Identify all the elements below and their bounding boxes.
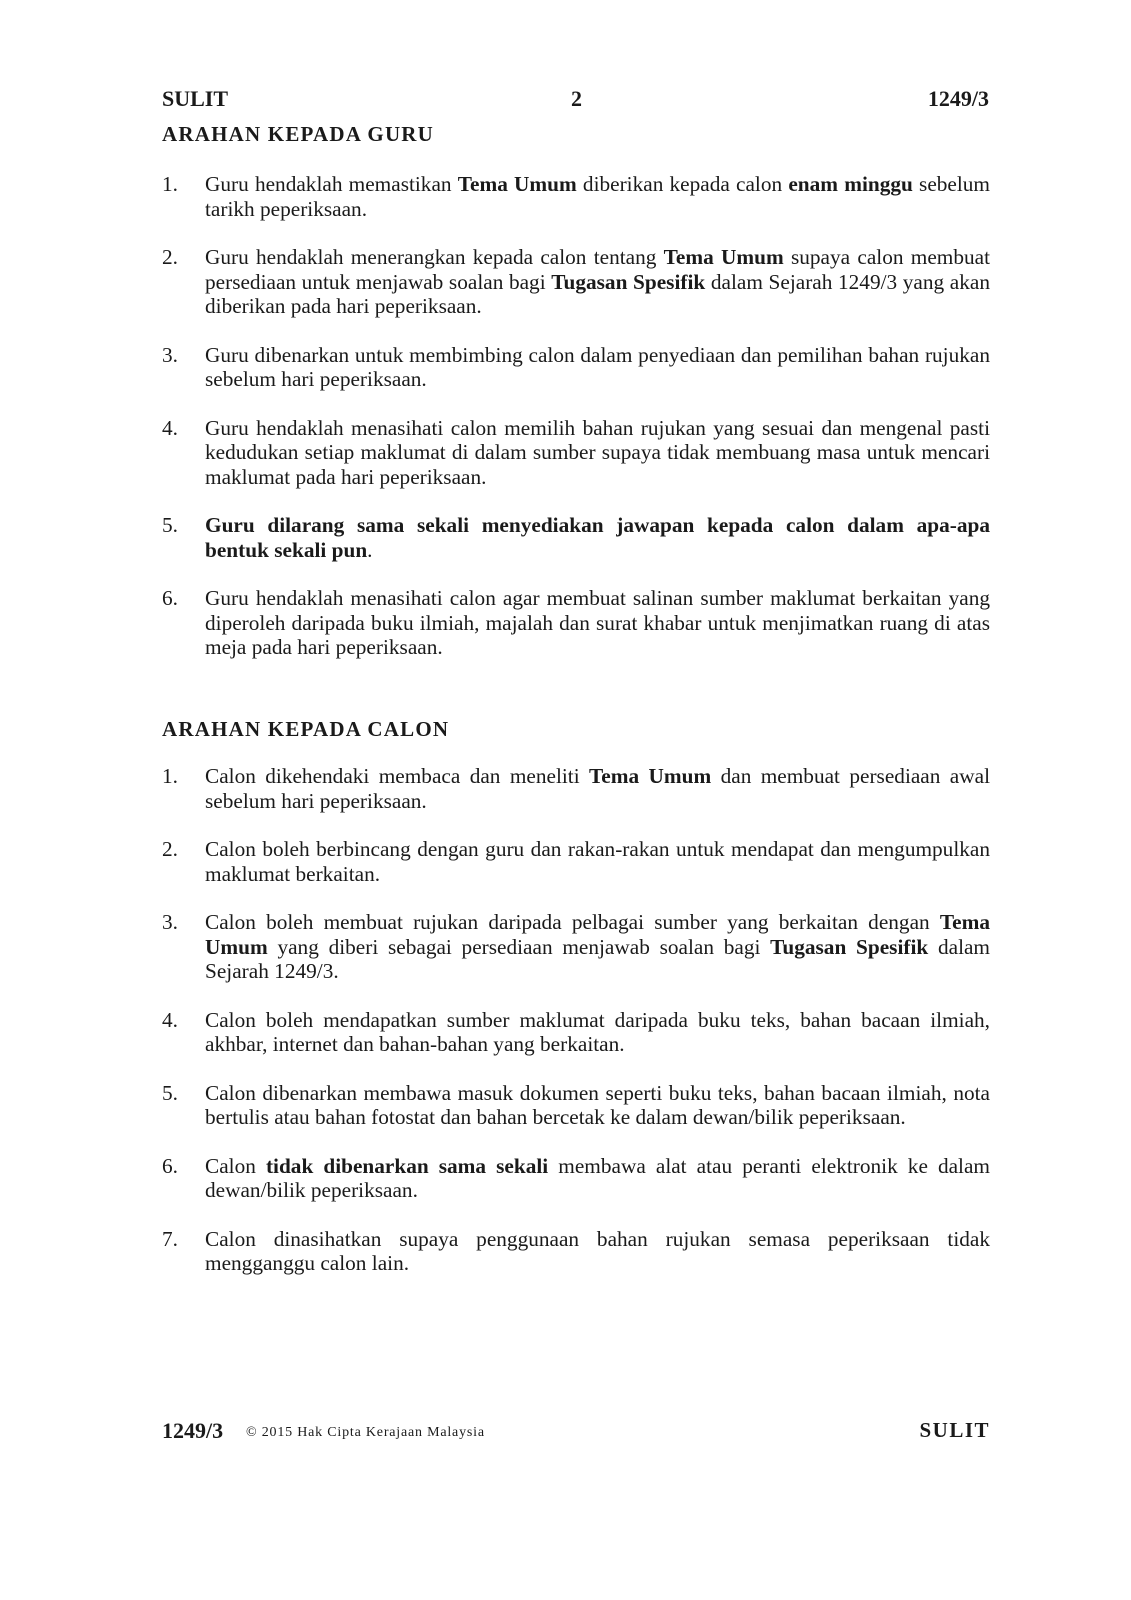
text-segment: dan membuat persediaan awal sebelum hari peperiksaan. xyxy=(205,764,990,813)
item-number: 7. xyxy=(162,1226,178,1251)
item-text xyxy=(205,1154,990,1203)
emphasis-text: Tema Umum xyxy=(205,910,990,959)
text-segment: diberikan kepada calon xyxy=(576,172,789,196)
footer-paper-code: 1249/3 xyxy=(162,1418,224,1443)
item-text xyxy=(205,837,990,886)
candidate-instruction-item xyxy=(162,764,990,813)
teacher-instructions-list xyxy=(162,172,990,684)
teacher-instruction-item xyxy=(162,343,990,392)
item-text xyxy=(205,1227,990,1276)
teacher-instruction-item xyxy=(162,586,990,660)
text-segment: dalam Sejarah 1249/3. xyxy=(205,934,990,983)
text-segment: Guru hendaklah menerangkan kepada calon tentang xyxy=(205,245,664,269)
candidate-instruction-item xyxy=(162,1008,990,1057)
text-segment: yang diberi sebagai persediaan menjawab soalan bagi xyxy=(267,934,771,959)
emphasis-text: Tema Umum xyxy=(457,172,577,196)
candidate-instruction-item xyxy=(162,1154,990,1203)
item-number: 5. xyxy=(162,1080,178,1105)
text-segment: Calon dibenarkan membawa masuk dokumen seperti buku teks, bahan bacaan ilmiah, nota bertulis atau bahan fotostat dan bahan bercetak ke dalam dewan/bilik peperiksaan. xyxy=(205,1080,990,1129)
page-footer xyxy=(162,1418,990,1446)
item-text xyxy=(205,343,990,392)
candidate-instructions-title: ARAHAN KEPADA CALON xyxy=(162,717,450,741)
item-text xyxy=(205,172,990,221)
item-text xyxy=(205,1081,990,1130)
teacher-instructions-title: ARAHAN KEPADA GURU xyxy=(162,122,435,146)
candidate-instruction-item xyxy=(162,837,990,886)
text-segment: . xyxy=(367,537,373,562)
item-number: 1. xyxy=(162,172,178,196)
text-segment: sebelum tarikh peperiksaan. xyxy=(205,172,990,221)
text-segment: Guru dibenarkan untuk membimbing calon dalam penyediaan dan pemilihan bahan rujukan sebelum hari peperiksaan. xyxy=(205,342,990,391)
item-text xyxy=(205,416,990,489)
item-text xyxy=(205,513,990,562)
text-segment: Calon boleh mendapatkan sumber maklumat daripada buku teks, bahan bacaan ilmiah, akhbar, internet dan bahan-bahan yang berkaitan. xyxy=(205,1007,990,1056)
item-number: 1. xyxy=(162,764,178,788)
item-text xyxy=(205,245,990,318)
text-segment: Guru hendaklah memastikan xyxy=(205,172,458,196)
emphasis-text: enam minggu xyxy=(788,172,913,196)
item-number: 3. xyxy=(162,342,178,367)
footer-copyright: © 2015 Hak Cipta Kerajaan Malaysia xyxy=(246,1425,485,1440)
item-number: 3. xyxy=(162,910,178,934)
text-segment: membawa alat atau peranti elektronik ke dalam dewan/bilik peperiksaan. xyxy=(205,1153,990,1202)
text-segment: Calon xyxy=(205,1153,266,1178)
header-page-number: 2 xyxy=(571,86,582,111)
item-number: 2. xyxy=(162,245,178,269)
header-paper-code: 1249/3 xyxy=(927,86,989,111)
emphasis-text: Tema Umum xyxy=(589,764,712,788)
header-classification: SULIT xyxy=(162,86,229,111)
teacher-instruction-item xyxy=(162,172,990,221)
text-segment: Calon dinasihatkan supaya penggunaan bahan rujukan semasa peperiksaan tidak mengganggu calon lain. xyxy=(205,1226,990,1275)
emphasis-text: tidak dibenarkan sama sekali xyxy=(265,1153,549,1178)
item-text xyxy=(205,586,990,659)
text-segment: Calon boleh berbincang dengan guru dan rakan-rakan untuk mendapat dan mengumpulkan maklumat berkaitan. xyxy=(205,837,990,886)
item-number: 4. xyxy=(162,1007,178,1032)
candidate-instruction-item xyxy=(162,910,990,984)
emphasis-text: Guru dilarang sama sekali menyediakan jawapan kepada calon dalam apa-apa bentuk sekali pun xyxy=(205,513,990,562)
text-segment: Calon dikehendaki membaca dan meneliti xyxy=(205,764,590,788)
emphasis-text: Tugasan Spesifik xyxy=(551,269,706,294)
teacher-instruction-item xyxy=(162,245,990,319)
item-number: 5. xyxy=(162,513,178,537)
text-segment: dalam Sejarah 1249/3 yang akan diberikan pada hari peperiksaan. xyxy=(205,269,990,318)
text-segment: supaya calon membuat persediaan untuk menjawab soalan bagi xyxy=(205,245,990,294)
teacher-instruction-item xyxy=(162,513,990,562)
item-number: 6. xyxy=(162,1153,178,1178)
item-number: 2. xyxy=(162,837,178,861)
item-text xyxy=(205,1008,990,1057)
text-segment: Guru hendaklah menasihati calon memilih bahan rujukan yang sesuai dan mengenal pasti kedudukan setiap maklumat di dalam sumber supaya tidak membuang masa untuk mencari maklumat pada hari peperiksaan. xyxy=(205,415,990,489)
item-text xyxy=(205,764,990,813)
candidate-instruction-item xyxy=(162,1227,990,1276)
emphasis-text: Tema Umum xyxy=(663,245,784,269)
item-text xyxy=(205,910,990,983)
item-number: 4. xyxy=(162,415,178,440)
candidate-instructions-list xyxy=(162,764,990,1300)
footer-classification: SULIT xyxy=(919,1418,990,1442)
teacher-instruction-item xyxy=(162,416,990,490)
candidate-instruction-item xyxy=(162,1081,990,1130)
text-segment: Calon boleh membuat rujukan daripada pelbagai sumber yang berkaitan dengan xyxy=(205,910,940,934)
emphasis-text: Tugasan Spesifik xyxy=(770,934,929,959)
item-number: 6. xyxy=(162,586,178,610)
text-segment: Guru hendaklah menasihati calon agar membuat salinan sumber maklumat berkaitan yang diperoleh daripada buku ilmiah, majalah dan surat khabar untuk menjimatkan ruang di atas meja pada hari peperiksaan. xyxy=(205,586,990,659)
